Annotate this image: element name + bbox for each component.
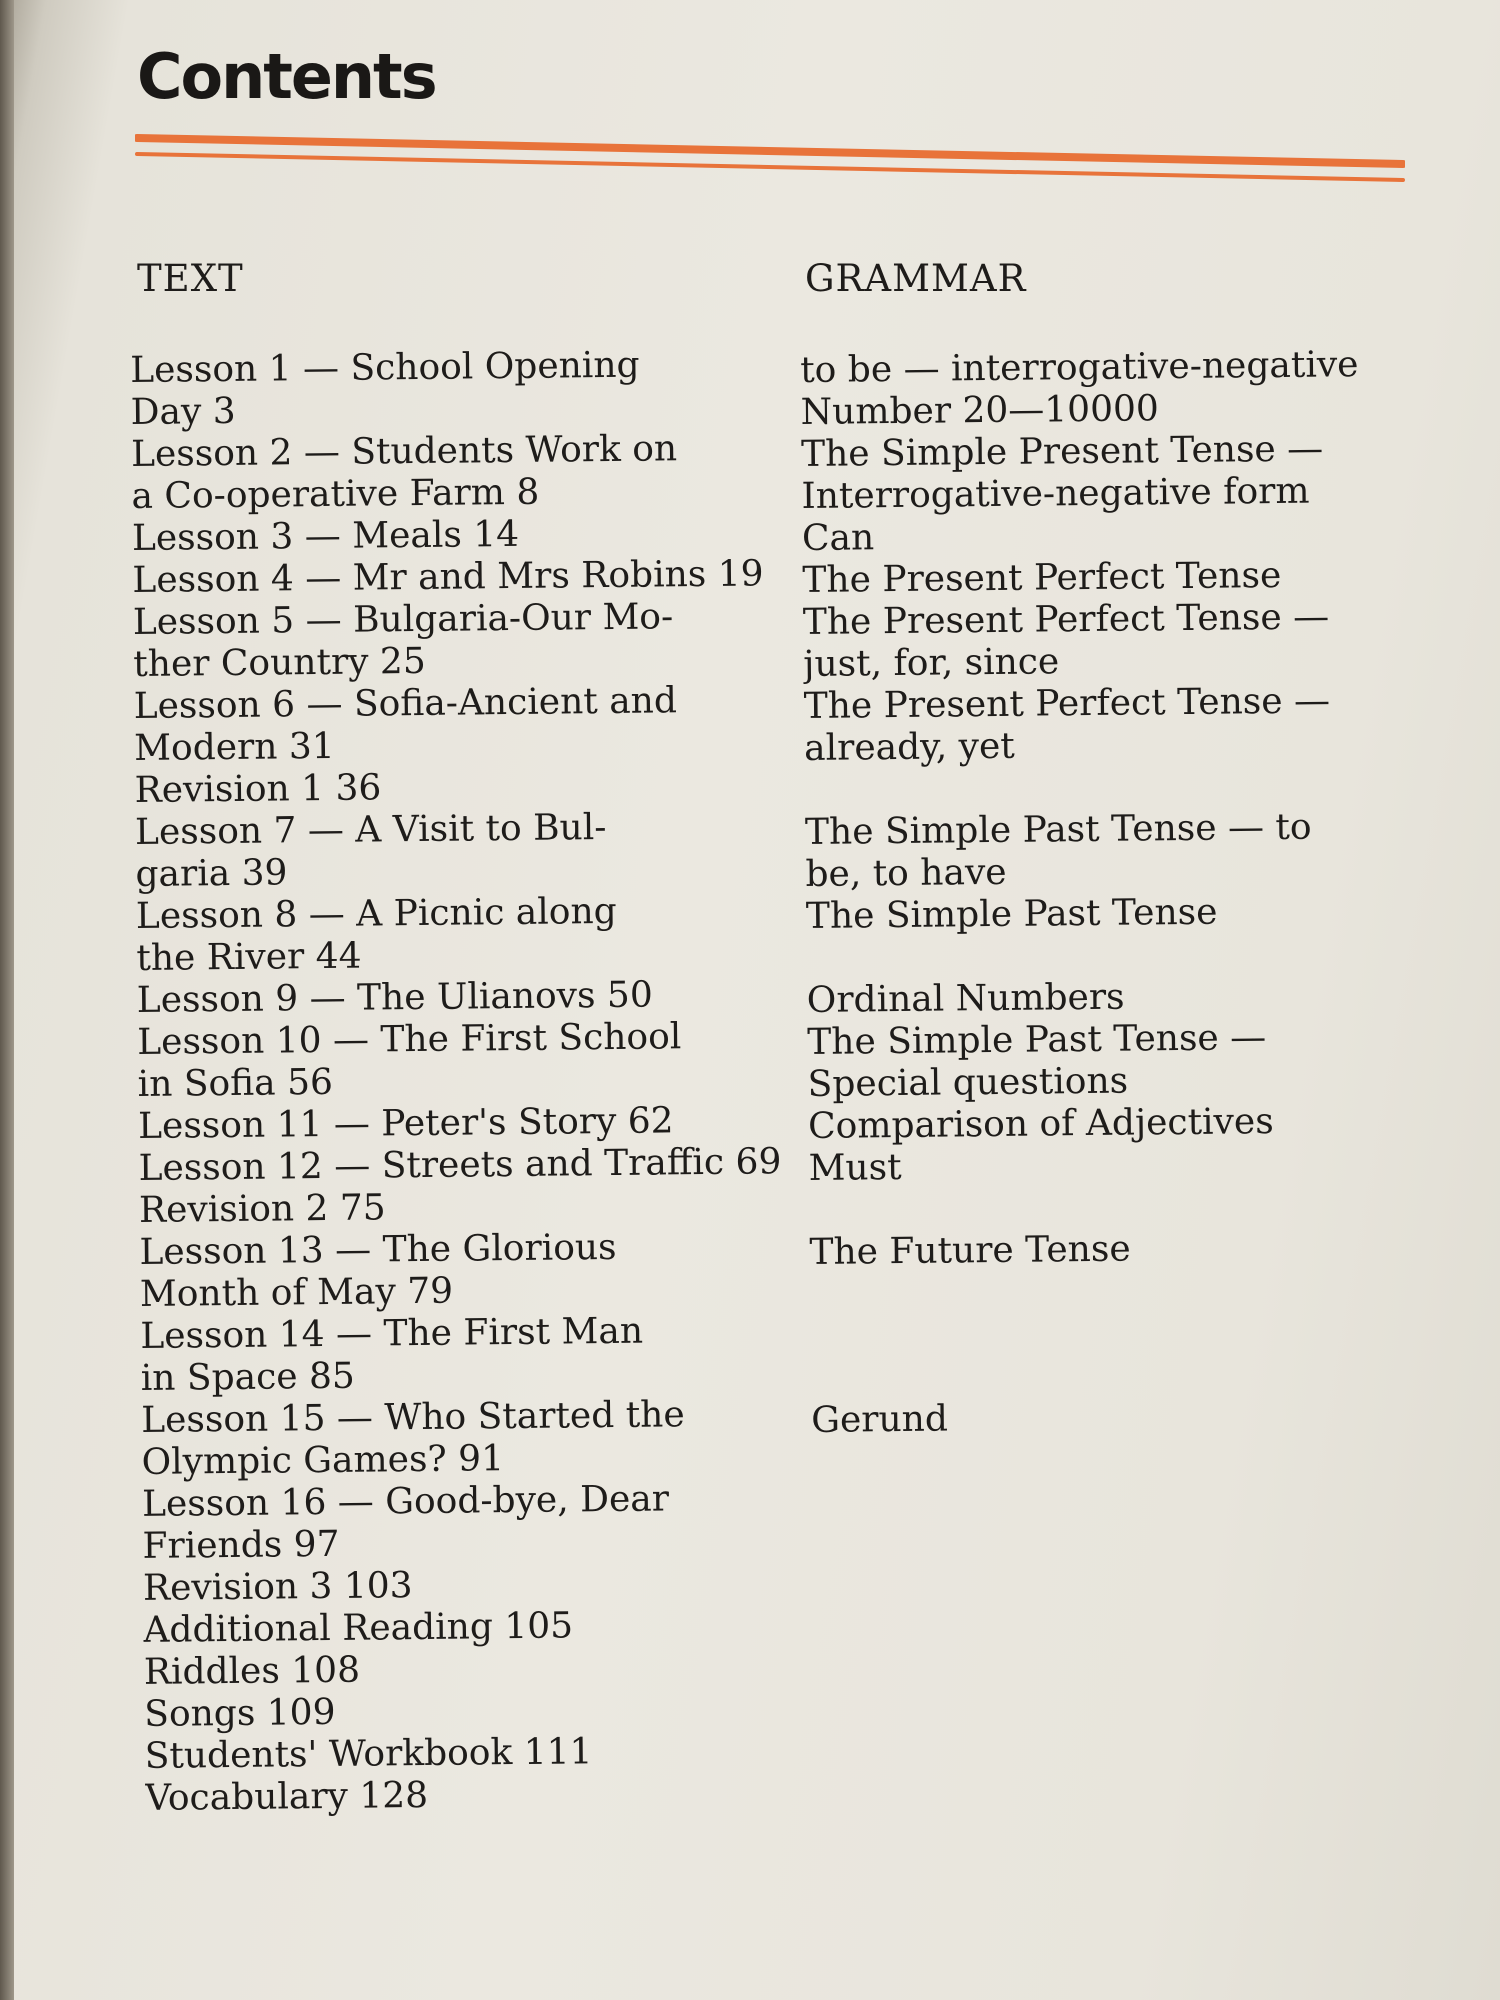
page-title: Contents [137,40,436,113]
toc-text-line: Revision 2 75 [138,1187,386,1231]
toc-text-line: Lesson 4 — Mr and Mrs Robins 19 [132,553,764,601]
toc-grammar-line [810,1268,1390,1316]
toc-grammar-line: The Simple Past Tense [805,891,1218,937]
toc-grammar-line: The Present Perfect Tense [802,554,1282,601]
toc-text-line: ther Country 25 [133,640,426,685]
toc-grammar-line [806,932,1386,980]
toc-text-line: Friends 97 [142,1523,340,1567]
grammar-column-header: GRAMMAR [805,257,1027,300]
toc-grammar-line: Ordinal Numbers [806,976,1125,1021]
toc-grammar-line: be, to have [805,851,1007,895]
toc-text-line: Olympic Games? 91 [141,1438,505,1483]
toc-text-line: the River 44 [136,935,362,979]
toc-text-line: Revision 3 103 [142,1565,413,1609]
toc-text-line: Lesson 14 — The First Man [140,1310,644,1357]
toc-grammar-line [804,764,1384,812]
toc-text-line: Additional Reading 105 [143,1605,574,1651]
toc-text-line: Modern 31 [133,725,335,769]
text-column [130,343,795,1820]
toc-text-line: Lesson 9 — The Ulianovs 50 [136,974,653,1021]
toc-text-line: Vocabulary 128 [144,1774,429,1819]
toc-text-line: Lesson 16 — Good-bye, Dear [141,1478,670,1525]
toc-text-line: Songs 109 [144,1691,336,1735]
toc-grammar-line: The Simple Past Tense — to [804,806,1312,853]
toc-text-line: in Sofia 56 [137,1061,334,1105]
rule-top [137,138,1403,164]
toc-text-line: Lesson 12 — Streets and Traffic 69 [138,1141,782,1189]
toc-grammar-line: Can [801,517,875,559]
toc-grammar-line: Special questions [807,1060,1129,1105]
decorative-rules [135,118,1405,208]
toc-grammar-line: Interrogative-negative form [801,470,1310,517]
toc-text-line: Lesson 7 — A Visit to Bul- [134,807,607,853]
grammar-column [800,344,1391,1442]
toc-text-line: Riddles 108 [143,1649,361,1693]
text-column-header: TEXT [137,257,244,300]
toc-text-line: Lesson 8 — A Picnic along [135,890,617,937]
toc-text-line: Lesson 11 — Peter's Story 62 [137,1100,674,1147]
toc-text-line: Month of May 79 [139,1270,454,1315]
toc-grammar-line [810,1310,1390,1358]
toc-text-line: Students' Workbook 111 [144,1731,593,1777]
toc-grammar-line [809,1184,1389,1232]
toc-grammar-line: The Present Perfect Tense — [803,680,1331,727]
toc-text-line: garia 39 [135,852,288,895]
toc-text-line: a Co-operative Farm 8 [131,471,540,517]
toc-grammar-line: Gerund [810,1398,949,1441]
toc-grammar-line: The Future Tense [809,1228,1131,1273]
toc-grammar-line: Comparison of Adjectives [807,1101,1274,1147]
toc-grammar-line [811,1352,1391,1400]
toc-grammar-line: Must [808,1146,902,1189]
toc-text-line: Lesson 13 — The Glorious [139,1226,617,1273]
toc-text-line: in Space 85 [140,1355,356,1399]
toc-grammar-line: The Simple Present Tense — [800,428,1324,475]
toc-text-line: Revision 1 36 [134,767,382,811]
toc-text-line: Lesson 6 — Sofia-Ancient and [133,680,678,727]
toc-text-line: Lesson 2 — Students Work on [130,428,678,475]
toc-text-line: Lesson 3 — Meals 14 [131,513,520,559]
toc-text-line: Day 3 [130,390,236,433]
toc-text-line: Lesson 1 — School Opening [130,344,640,391]
toc-grammar-line: The Present Perfect Tense — [802,596,1330,643]
book-spine-shadow [0,0,14,2000]
toc-grammar-line: Number 20—10000 [800,388,1160,433]
toc-grammar-line: to be — interrogative-negative [800,344,1359,391]
toc-grammar-line: already, yet [803,725,1015,769]
toc-grammar-line: The Simple Past Tense — [807,1017,1267,1063]
toc-text-line: Lesson 15 — Who Started the [140,1394,685,1441]
toc-grammar-line: just, for, since [803,641,1060,685]
toc-text-line: Lesson 5 — Bulgaria-Our Mo- [132,596,674,643]
toc-text-line: Lesson 10 — The First School [137,1016,682,1063]
